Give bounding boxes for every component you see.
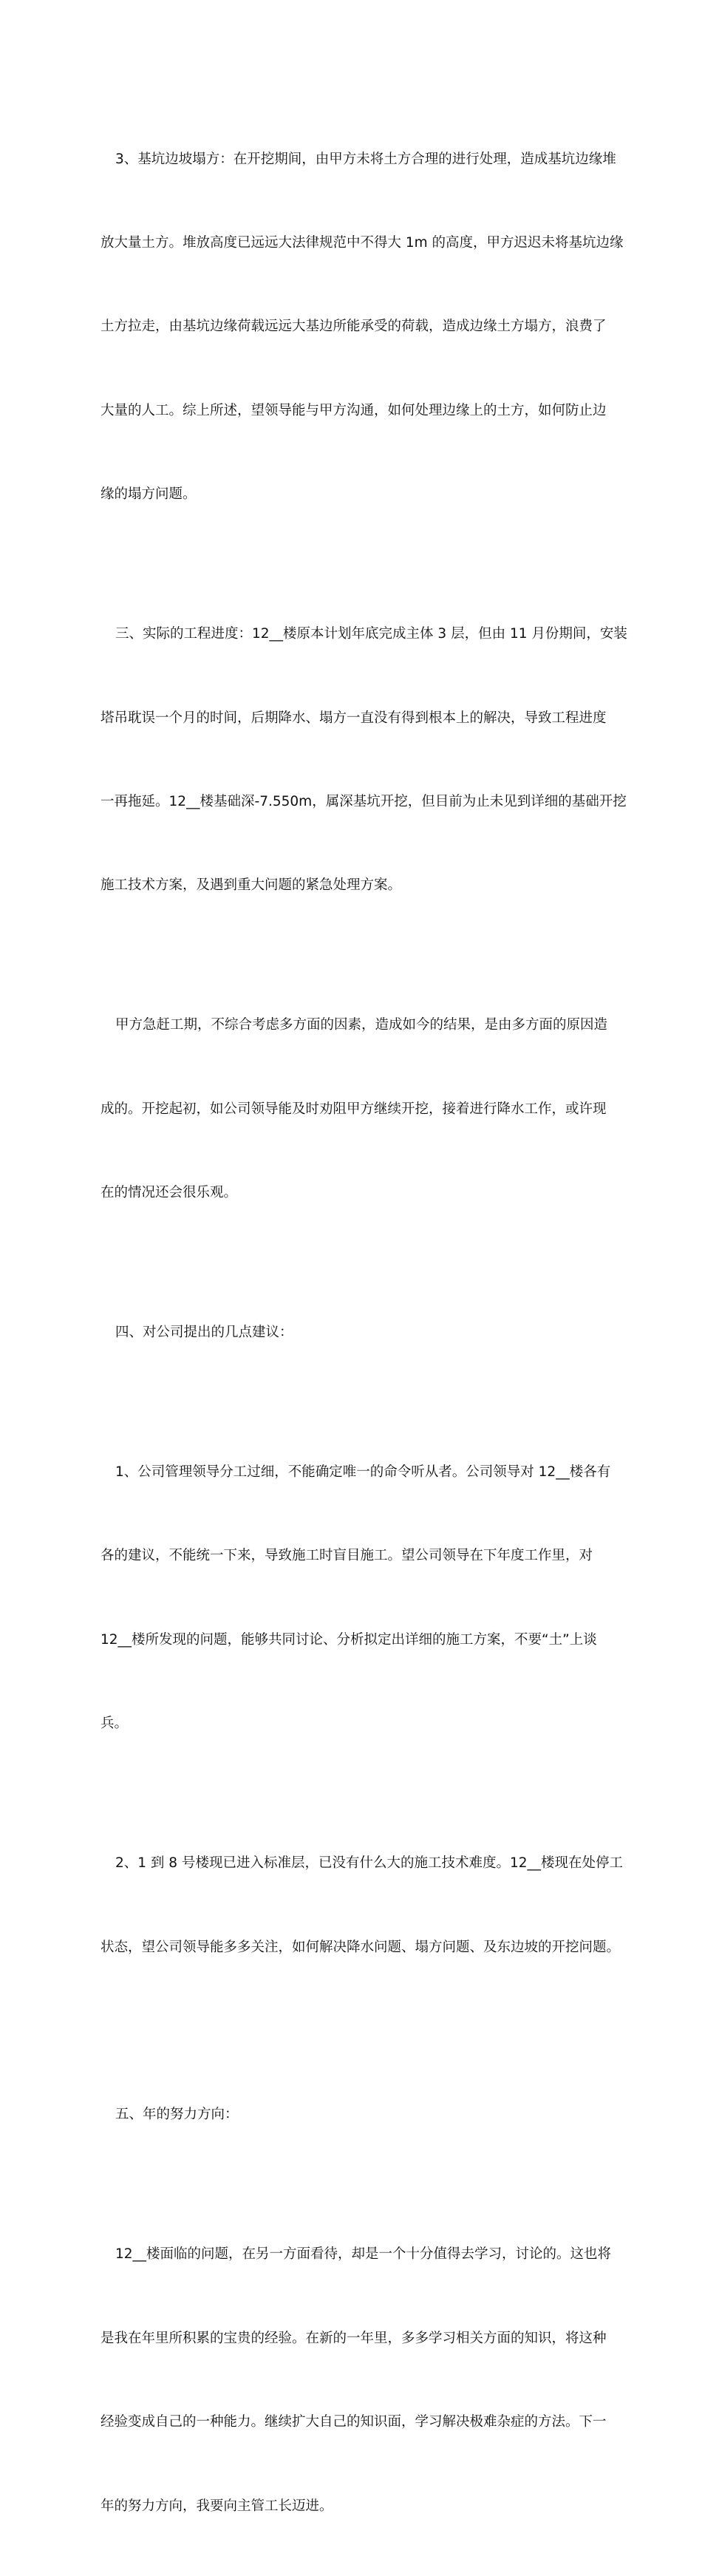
text-line: 12__楼面临的问题，在另一方面看待，却是一个十分值得去学习，讨论的。这也将	[115, 2246, 612, 2263]
text-line: 施工技术方案，及遇到重大问题的紧急处理方案。	[100, 877, 402, 894]
document-body	[86, 89, 627, 2576]
text-line: 成的。开挖起初，如公司领导能及时劝阻甲方继续开挖，接着进行降水工作，或许现	[100, 1101, 607, 1117]
text-line: 一再拖延。12__楼基础深-7.550m，属深基坑开挖，但目前为止未见到详细的基础开挖	[100, 793, 627, 809]
text-line: 经验变成自己的一种能力。继续扩大自己的知识面，学习解决极难杂症的方法。下一	[100, 2414, 607, 2430]
section-heading-suggestions	[86, 1262, 621, 1402]
text-line: 12__楼所发现的问题，能够共同讨论、分析拟定出详细的施工方案，不要“土”上谈	[100, 1631, 597, 1648]
text-line: 状态，望公司领导能多多关注，如何解决降水问题、塌方问题、及东边坡的开挖问题。	[100, 1939, 621, 1955]
paragraph-party-a-rush	[86, 956, 621, 1263]
text-line: 甲方急赶工期，不综合考虑多方面的因素，造成如今的结果，是由多方面的原因造	[115, 1017, 608, 1033]
paragraph-direction	[86, 2185, 621, 2576]
paragraph-suggestion-2	[86, 1794, 621, 2017]
text-line: 放大量土方。堆放高度已远远大法律规范中不得大 1m 的高度，甲方迟迟未将基坑边缘	[100, 234, 624, 251]
section-heading-direction	[86, 2045, 621, 2185]
section-heading-line: 四、对公司提出的几点建议：	[115, 1325, 293, 1341]
text-line: 缘的塌方问题。	[100, 486, 197, 503]
text-line: 大量的人工。综上所述，望领导能与甲方沟通，如何处理边缘上的土方，如何防止边	[100, 402, 607, 418]
text-line: 2、1 到 8 号楼现已进入标准层，已没有什么大的施工技术难度。12__楼现在处停工	[115, 1855, 623, 1872]
section-heading-line: 五、年的努力方向：	[115, 2107, 239, 2123]
blank-line	[86, 2017, 621, 2045]
paragraph-actual-progress	[86, 565, 627, 956]
text-line: 3、基坑边坡塌方：在开挖期间，由甲方未将土方合理的进行处理，造成基坑边缘堆	[115, 151, 616, 167]
text-line: 是我在年里所积累的宝贵的经验。在新的一年里，多多学习相关方面的知识，将这种	[100, 2330, 607, 2346]
text-line: 塔吊耽误一个月的时间，后期降水、塌方一直没有得到根本上的解决，导致工程进度	[100, 710, 607, 726]
section-heading-line: 三、实际的工程进度：12__楼原本计划年底完成主体 3 层，但由 11 月份期间，安装	[115, 626, 627, 642]
text-line: 在的情况还会很乐观。	[100, 1185, 238, 1201]
text-line: 土方拉走，由基坑边缘荷载远远大基边所能承受的荷载，造成边缘土方塌方，浪费了	[100, 319, 607, 335]
text-line: 年的努力方向，我要向主管工长迈进。	[100, 2498, 333, 2514]
text-line: 1、公司管理领导分工过细，不能确定唯一的命令听从者。公司领导对 12__楼各有	[115, 1464, 611, 1481]
text-line: 兵。	[100, 1716, 129, 1732]
text-line: 各的建议，不能统一下来，导致施工时盲目施工。望公司领导在下年度工作里，对	[100, 1548, 593, 1564]
paragraph-suggestion-1	[86, 1402, 621, 1793]
paragraph-foundation-collapse	[86, 89, 624, 565]
